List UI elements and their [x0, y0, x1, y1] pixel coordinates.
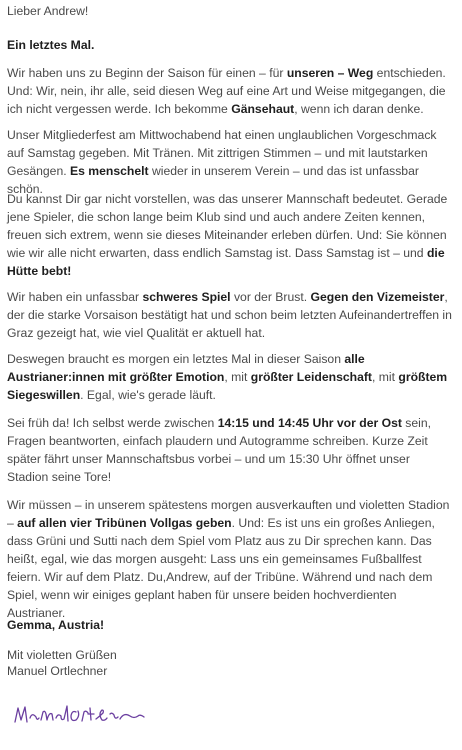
- handwritten-signature: [12, 700, 162, 730]
- paragraph-5: Deswegen braucht es morgen ein letztes Mal in dieser Saison alle Austrianer:innen mit größter Emotion, mit größter Leidenschaft, mit größtem Siegeswillen. Egal, wie's gerade läuft.: [7, 352, 448, 402]
- paragraph-4: Wir haben ein unfassbar schweres Spiel vor der Brust. Gegen den Vizemeister, der die starke Vorsaison bestätigt hat und schon beim letzten Aufeinandertreffen in Graz gezeigt hat, wie viel Qualität er aktuell hat.: [7, 290, 452, 340]
- closing: Gemma, Austria!: [7, 618, 105, 632]
- paragraph-6: Sei früh da! Ich selbst werde zwischen 14:15 und 14:45 Uhr vor der Ost sein, Fragen beantworten, einfach plaudern und Autogramme schreiben. Kurze Zeit später fährt unser Mannschaftsbus vorbei – und um 15:30 Uhr öffnet unser Stadion seine Tore!: [7, 416, 432, 484]
- paragraph-2: Unser Mitgliederfest am Mittwochabend hat einen unglaublichen Vorgeschmack auf Samstag gegeben. Mit Tränen. Mit zittrigen Stimmen – und mit lautstarken Gesängen. Es menschelt wieder in unserem Verein – und das ist unfassbar schön.: [7, 128, 437, 196]
- paragraph-3: Du kannst Dir gar nicht vorstellen, was das unserer Mannschaft bedeutet. Gerade jene Spieler, die schon lange beim Klub sind und auch andere Zeiten kennen, freuen sich extrem, wenn sie dieses Miteinander erleben dürfen. Und: Sie können wie wir alle nicht erwarten, dass endlich Samstag ist. Dass Samstag ist – und die Hütte bebt!: [7, 192, 448, 278]
- regards: Mit violetten Grüßen: [7, 648, 117, 662]
- paragraph-1: Wir haben uns zu Beginn der Saison für einen – für unseren – Weg entschieden. Und: Wir, nein, ihr alle, seid diesen Weg auf eine Art und Weise mitgegangen, die ich nicht vergessen werde. Ich bekomme Gänsehaut, wenn ich daran denke.: [7, 66, 446, 116]
- paragraph-7: Wir müssen – in unserem spätestens morgen ausverkauften und violetten Stadion – auf allen vier Tribünen Vollgas geben. Und: Es ist uns ein großes Anliegen, dass Grüni und Sutti nach dem Spiel vom Platz aus zu Dir sprechen kann. Das heißt, egal, wie das morgen ausgeht: Lass uns ein gemeinsames Fußballfest feiern. Wir auf dem Platz. Du,Andrew, auf der Tribüne. Während und nach dem Spiel, wenn wir einiges geplant haben für unsere beiden hochverdienten Austrianer.: [7, 498, 450, 620]
- greeting: Lieber Andrew!: [7, 4, 89, 18]
- signer-name: Manuel Ortlechner: [7, 664, 108, 678]
- headline: Ein letztes Mal.: [7, 38, 95, 52]
